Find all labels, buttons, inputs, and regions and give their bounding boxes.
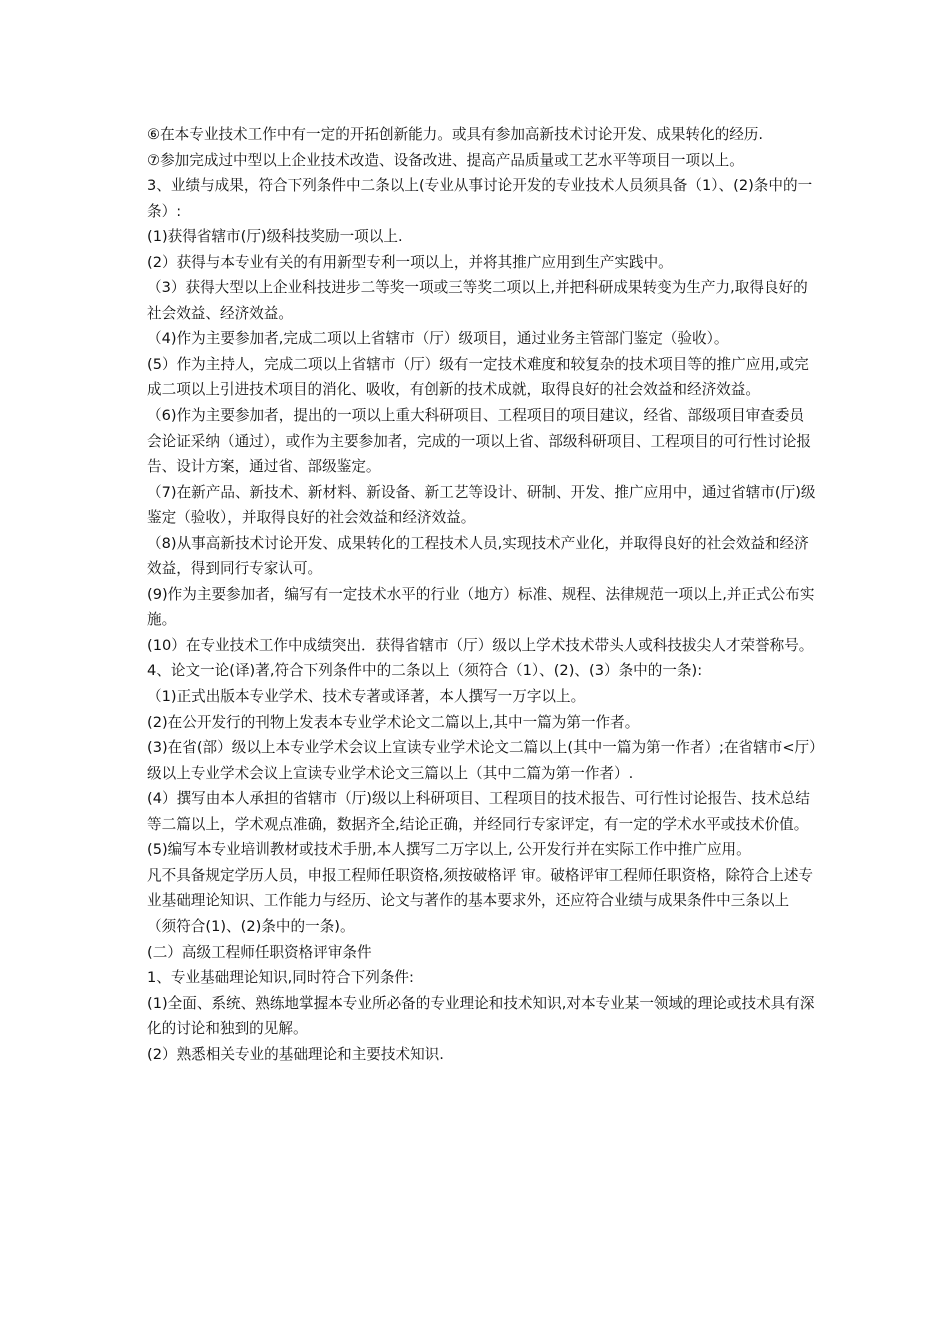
section-heading-senior-engineer: (二）高级工程师任职资格评审条件 [147,943,372,961]
document-body [147,122,817,1067]
list-item: （7)在新产品、新技术、新材料、新设备、新工艺等设计、研制、开发、推广应用中，通过省辖市(厅)级鉴定（验收），并取得良好的社会效益和经济效益。 [147,483,816,527]
list-item: (10）在专业技术工作中成绩突出．获得省辖市（厅）级以上学术技术带头人或科技拔尖人才荣誉称号。 [147,636,814,654]
list-item: (2)在公开发行的刊物上发表本专业学术论文二篇以上,其中一篇为第一作者。 [147,713,640,731]
list-item: （1)正式出版本专业学术、技术专著或译著，本人撰写一万字以上。 [147,688,586,706]
list-item: (5）作为主持人，完成二项以上省辖市（厅）级有一定技术难度和较复杂的技术项目等的推广应用,或完成二项以上引进技术项目的消化、吸收，有创新的技术成就，取得良好的社会效益和经济效益。 [147,355,809,399]
list-item: (2）熟悉相关专业的基础理论和主要技术知识. [147,1045,444,1063]
list-item: (9)作为主要参加者，编写有一定技术水平的行业（地方）标准、规程、法律规范一项以上,并正式公布实施。 [147,585,815,629]
list-item: (4）撰写由本人承担的省辖市（厅)级以上科研项目、工程项目的技术报告、可行性讨论报告、技术总结等二篇以上，学术观点准确，数据齐全,结论正确，并经同行专家评定，有一定的学术水平或技术价值。 [147,790,810,833]
list-item: (2）获得与本专业有关的有用新型专利一项以上，并将其推广应用到生产实践中。 [147,253,673,271]
section-heading-achievements: 3、业绩与成果，符合下列条件中二条以上(专业从事讨论开发的专业技术人员须具备（1）、(2)条中的一条）: [147,177,813,220]
paragraph-item-6-innovation: ⑥在本专业技术工作中有一定的开拓创新能力。或具有参加高新技术讨论开发、成果转化的经历. [147,126,764,143]
section-heading-papers: 4、论文一论(译)著,符合下列条件中的二条以上（须符合（1）、(2)、(3）条中的一条): [147,662,703,680]
paragraph-item-7-projects: ⑦参加完成过中型以上企业技术改造、设备改进、提高产品质量或工艺水平等项目一项以上。 [147,151,744,169]
list-item: （4)作为主要参加者,完成二项以上省辖市（厅）级项目，通过业务主管部门鉴定（验收）。 [147,330,729,348]
list-item: （3）获得大型以上企业科技进步二等奖一项或三等奖二项以上,并把科研成果转变为生产力,取得良好的社会效益、经济效益。 [147,279,808,322]
list-item: (1)获得省辖市(厅)级科技奖励一项以上. [147,228,403,246]
list-item: (3)在省(部）级以上本专业学术会议上宣读专业学术论文二篇以上(其中一篇为第一作者）;在省辖市<厅）级以上专业学术会议上宣读专业学术论文三篇以上（其中二篇为第一作者）. [147,739,817,782]
paragraph-exception-rule: 凡不具备规定学历人员，申报工程师任职资格,须按破格评 审。破格评审工程师任职资格，除符合上述专业基础理论知识、工作能力与经历、论文与著作的基本要求外，还应符合业绩与成果条件中三条以上（须符合(1)、(2)条中的一条)。 [147,866,814,935]
list-item: （6)作为主要参加者，提出的一项以上重大科研项目、工程项目的项目建议，经省、部级项目审查委员会论证采纳（通过），或作为主要参加者，完成的一项以上省、部级科研项目、工程项目的可行性讨论报告、设计方案，通过省、部级鉴定。 [147,407,812,476]
list-item: (5)编写本专业培训教材或技术手册,本人撰写二万字以上, 公开发行并在实际工作中推广应用。 [147,841,751,859]
section-heading-basic-knowledge: 1、专业基础理论知识,同时符合下列条件: [147,969,414,987]
list-item: (1)全面、系统、熟练地掌握本专业所必备的专业理论和技术知识,对本专业某一领域的理论或技术具有深化的讨论和独到的见解。 [147,994,815,1038]
list-item: （8)从事高新技术讨论开发、成果转化的工程技术人员,实现技术产业化，并取得良好的社会效益和经济效益，得到同行专家认可。 [147,534,809,578]
